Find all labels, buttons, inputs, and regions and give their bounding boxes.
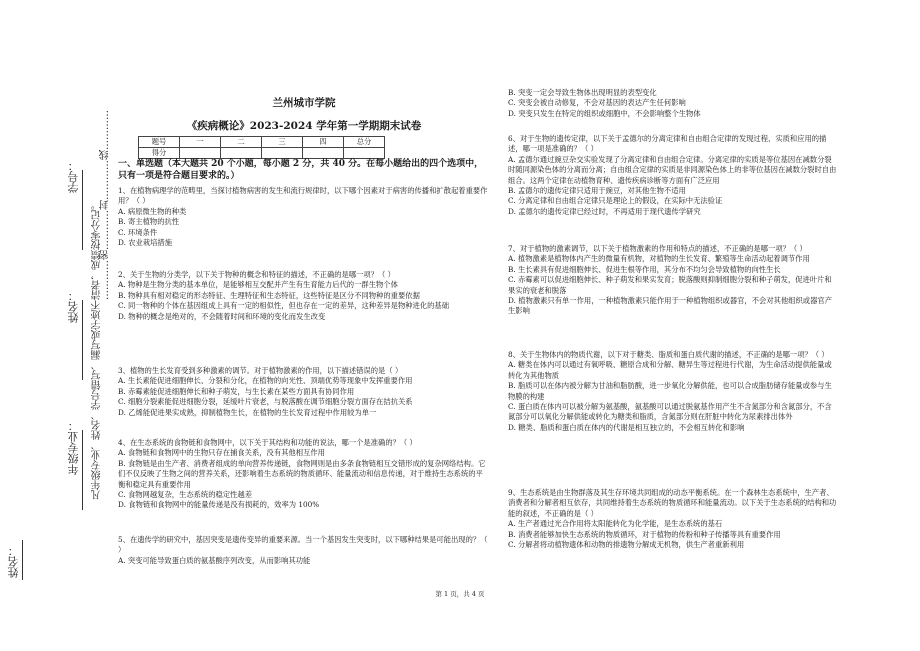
question-option: C. 分解者将动植物遗体和动物的排遗物分解成无机物，供生产者重新利用 — [508, 540, 745, 550]
grade-major-line — [82, 430, 83, 510]
question-option: C. 蛋白质在体内可以被分解为氨基酸，氨基酸可以通过脱氨基作用产生不含氮部分和含氮部分，不含氮部分可以氧化分解供能或转化为糖类和脂质，含氮部分则在肝脏中转化为尿素排出体外 — [508, 402, 832, 422]
score-header-cell: 二 — [221, 137, 262, 148]
score-row-label: 得分 — [139, 148, 180, 159]
question-option: B. 寄主植物的抗性 — [118, 217, 180, 227]
name-line — [82, 300, 83, 380]
question-option: D. 植物激素只有单一作用，一种植物激素只能作用于一种植物组织或器官，不会对其他组织或器官产生影响 — [508, 296, 832, 316]
score-header-cell: 一 — [180, 137, 221, 148]
question-stem: 3、植物的生长发育受到多种激素的调节。对于植物激素的作用，以下描述错误的是（ ） — [118, 366, 403, 375]
question-option: A. 糖类在体内可以通过有氧呼吸、糖原合成和分解、糖异生等过程进行代谢，为生命活动提供能量或转化为其他物质 — [508, 360, 832, 380]
question-option: D. 食物链和食物网中的能量传递是没有损耗的，效率为 100% — [118, 500, 320, 510]
score-table — [138, 136, 385, 159]
question-option: D. 孟德尔的遗传定律已经过时，不再适用于现代遗传学研究 — [508, 206, 701, 216]
question-stem: 6、对于生物的遗传定律，以下关于孟德尔的分离定律和自由组合定律的发现过程、实质和应用的描述，哪一项是准确的？（ ） — [508, 134, 827, 154]
binding-sidebar — [0, 0, 118, 651]
question-2 — [118, 270, 490, 322]
exam-title: 《疾病概论》2023-2024 学年第一学期期末试卷 — [186, 120, 422, 132]
question-option: C. 同一物种的个体在基因组成上具有一定的相似性，但也存在一定的差异，这种差异是物种进化的基础 — [118, 301, 450, 311]
question-stem: 8、关于生物体内的物质代谢，以下对于糖类、脂质和蛋白质代谢的描述，不正确的是哪一项？（ ） — [508, 350, 829, 359]
question-option: D. 乙烯能促进果实成熟，抑制植物生长，在植物的生长发育过程中作用较为单一 — [118, 407, 377, 417]
question-5-continued — [508, 88, 838, 119]
question-option: A. 突变可能导致蛋白质的氨基酸序列改变，从而影响其功能 — [118, 555, 311, 565]
question-option: D. 突变只发生在特定的组织或细胞中，不会影响整个生物体 — [508, 108, 701, 118]
student-id-line — [82, 170, 83, 250]
score-cell — [180, 148, 221, 159]
question-option: C. 细胞分裂素能促进细胞分裂，延缓叶片衰老，与脱落酸在调节细胞分裂方面存在拮抗关系 — [118, 397, 413, 407]
question-option: A. 植物激素是植物体内产生的微量有机物，对植物的生长发育、繁殖等生命活动起着调节作用 — [508, 254, 810, 264]
question-stem: 9、生态系统是由生物群落及其生存环境共同组成的动态平衡系统。在一个森林生态系统中，生产者、消费者和分解者相互依存，共同维持着生态系统的物质循环和能量流动。以下关于生态系统的结构和功能的叙述，不正确的是（ ） — [508, 488, 837, 518]
school-name: 兰州城市学院 — [272, 97, 336, 109]
question-3 — [118, 366, 490, 418]
score-header-cell: 四 — [303, 137, 344, 148]
question-8 — [508, 350, 838, 433]
binding-notice: 凡年级专业、姓名、学号错写、漏写或字迹不清者，成绩按零分记。 — [92, 200, 103, 500]
left-name-label: 姓名： — [7, 545, 20, 578]
question-option: A. 生产者通过光合作用将太阳能转化为化学能，是生态系统的基石 — [508, 519, 723, 529]
seal-line: …………密…………封…………线………… — [100, 110, 111, 300]
question-option: C. 食物网越复杂，生态系统的稳定性越差 — [118, 490, 253, 500]
question-option: C. 赤霉素可以促进细胞伸长、种子萌发和果实发育；脱落酸则抑制细胞分裂和种子萌发，促进叶片和果实的衰老和脱落 — [508, 275, 832, 295]
grade-major-label: 年级专业： — [67, 420, 80, 475]
score-table-score-row — [139, 148, 385, 159]
student-id-label: 学号： — [67, 160, 80, 193]
question-stem: 5、在遗传学的研究中，基因突变是遗传变异的重要来源。当一个基因发生突变时，以下哪种结果是可能出现的？（ ） — [118, 535, 488, 555]
question-option: B. 孟德尔的遗传定律只适用于豌豆，对其他生物不适用 — [508, 186, 686, 196]
question-option: C. 突变会被自动修复，不会对基因的表达产生任何影响 — [508, 98, 686, 108]
question-1 — [118, 186, 490, 248]
question-option: B. 消费者能够加快生态系统的物质循环，对于植物的传粉和种子传播等具有重要作用 — [508, 529, 781, 539]
question-option: A. 孟德尔通过豌豆杂交实验发现了分离定律和自由组合定律。分离定律的实质是等位基因在减数分裂时随同源染色体的分离而分离；自由组合定律的实质是非同源染色体上的非等位基因在减数分裂时自由组合。这两个定律在动植物育种、遗传疾病诊断等方面有广泛应用 — [508, 154, 837, 185]
question-option: A. 食物链和食物网中的生物只存在捕食关系，没有其他相互作用 — [118, 448, 325, 458]
question-option: B. 脂质可以在体内被分解为甘油和脂肪酸，进一步氧化分解供能，也可以合成脂肪储存能量或参与生物膜的构建 — [508, 381, 832, 401]
question-option: D. 物种的概念是绝对的，不会随着时间和环境的变化而发生改变 — [118, 311, 326, 321]
question-option: D. 糖类、脂质和蛋白质在体内的代谢是相互独立的，不会相互转化和影响 — [508, 422, 745, 432]
score-cell — [262, 148, 303, 159]
question-stem: 2、关于生物的分类学，以下关于物种的概念和特征的描述，不正确的是哪一项？（ ） — [118, 270, 395, 279]
name-label: 姓名： — [67, 290, 80, 323]
section-title: 一、单选题（本大题共 20 个小题，每小题 2 分，共 40 分。在每小题给出的四个选项中，只有一项是符合题目要求的。） — [118, 159, 484, 181]
score-header-cell: 总分 — [344, 137, 385, 148]
question-stem: 1、在植物病理学的范畴里，当探讨植物病害的发生和流行规律时，以下哪个因素对于病害的传播和扩散起着重要作用？（ ） — [118, 186, 488, 206]
question-option: B. 赤霉素能促进细胞伸长和种子萌发，与生长素在某些方面具有协同作用 — [118, 386, 355, 396]
score-table-header-row — [139, 137, 385, 148]
question-stem: 7、对于植物的激素调节，以下关于植物激素的作用和特点的描述，不正确的是哪一项？（ ） — [508, 244, 807, 253]
question-option: C. 环境条件 — [118, 227, 158, 237]
score-cell — [344, 148, 385, 159]
page-footer: 第 1 页，共 4 页 — [435, 590, 485, 598]
question-option: A. 病原微生物的种类 — [118, 206, 187, 216]
score-header-cell: 题号 — [139, 137, 180, 148]
left-name-line — [22, 540, 23, 580]
question-option: B. 生长素具有促进细胞伸长、促进生根等作用，其分布不均匀会导致植物的向性生长 — [508, 264, 781, 274]
score-cell — [303, 148, 344, 159]
question-stem: 4、在生态系统的食物链和食物网中，以下关于其结构和功能的说法，哪一个是准确的？（ ） — [118, 438, 417, 447]
score-header-cell: 三 — [262, 137, 303, 148]
question-6 — [508, 134, 838, 217]
question-7 — [508, 244, 838, 317]
question-5 — [118, 535, 490, 566]
question-4 — [118, 438, 490, 511]
question-option: B. 食物链是由生产者、消费者组成的单向营养传递链，食物网则是由多条食物链相互交错形成的复杂网络结构。它们不仅反映了生物之间的营养关系，还影响着生态系统的物质循环、能量流动和信息传递，对于维持生态系统的平衡和稳定具有重要作用 — [118, 458, 486, 489]
question-option: B. 突变一定会导致生物体出现明显的表型变化 — [508, 88, 657, 97]
question-option: C. 分离定律和自由组合定律只是理论上的假设，在实际中无法验证 — [508, 196, 723, 206]
question-9 — [508, 488, 838, 550]
score-cell — [221, 148, 262, 159]
question-option: B. 物种具有相对稳定的形态特征、生理特征和生态特征，这些特征是区分不同物种的重要依据 — [118, 290, 420, 300]
question-option: D. 农业栽培措施 — [118, 238, 173, 248]
question-option: A. 生长素能促进细胞伸长、分裂和分化，在植物的向光性、顶端优势等现象中发挥重要作用 — [118, 376, 413, 386]
question-option: A. 物种是生物分类的基本单位，是能够相互交配并产生有生育能力后代的一群生物个体 — [118, 280, 398, 290]
